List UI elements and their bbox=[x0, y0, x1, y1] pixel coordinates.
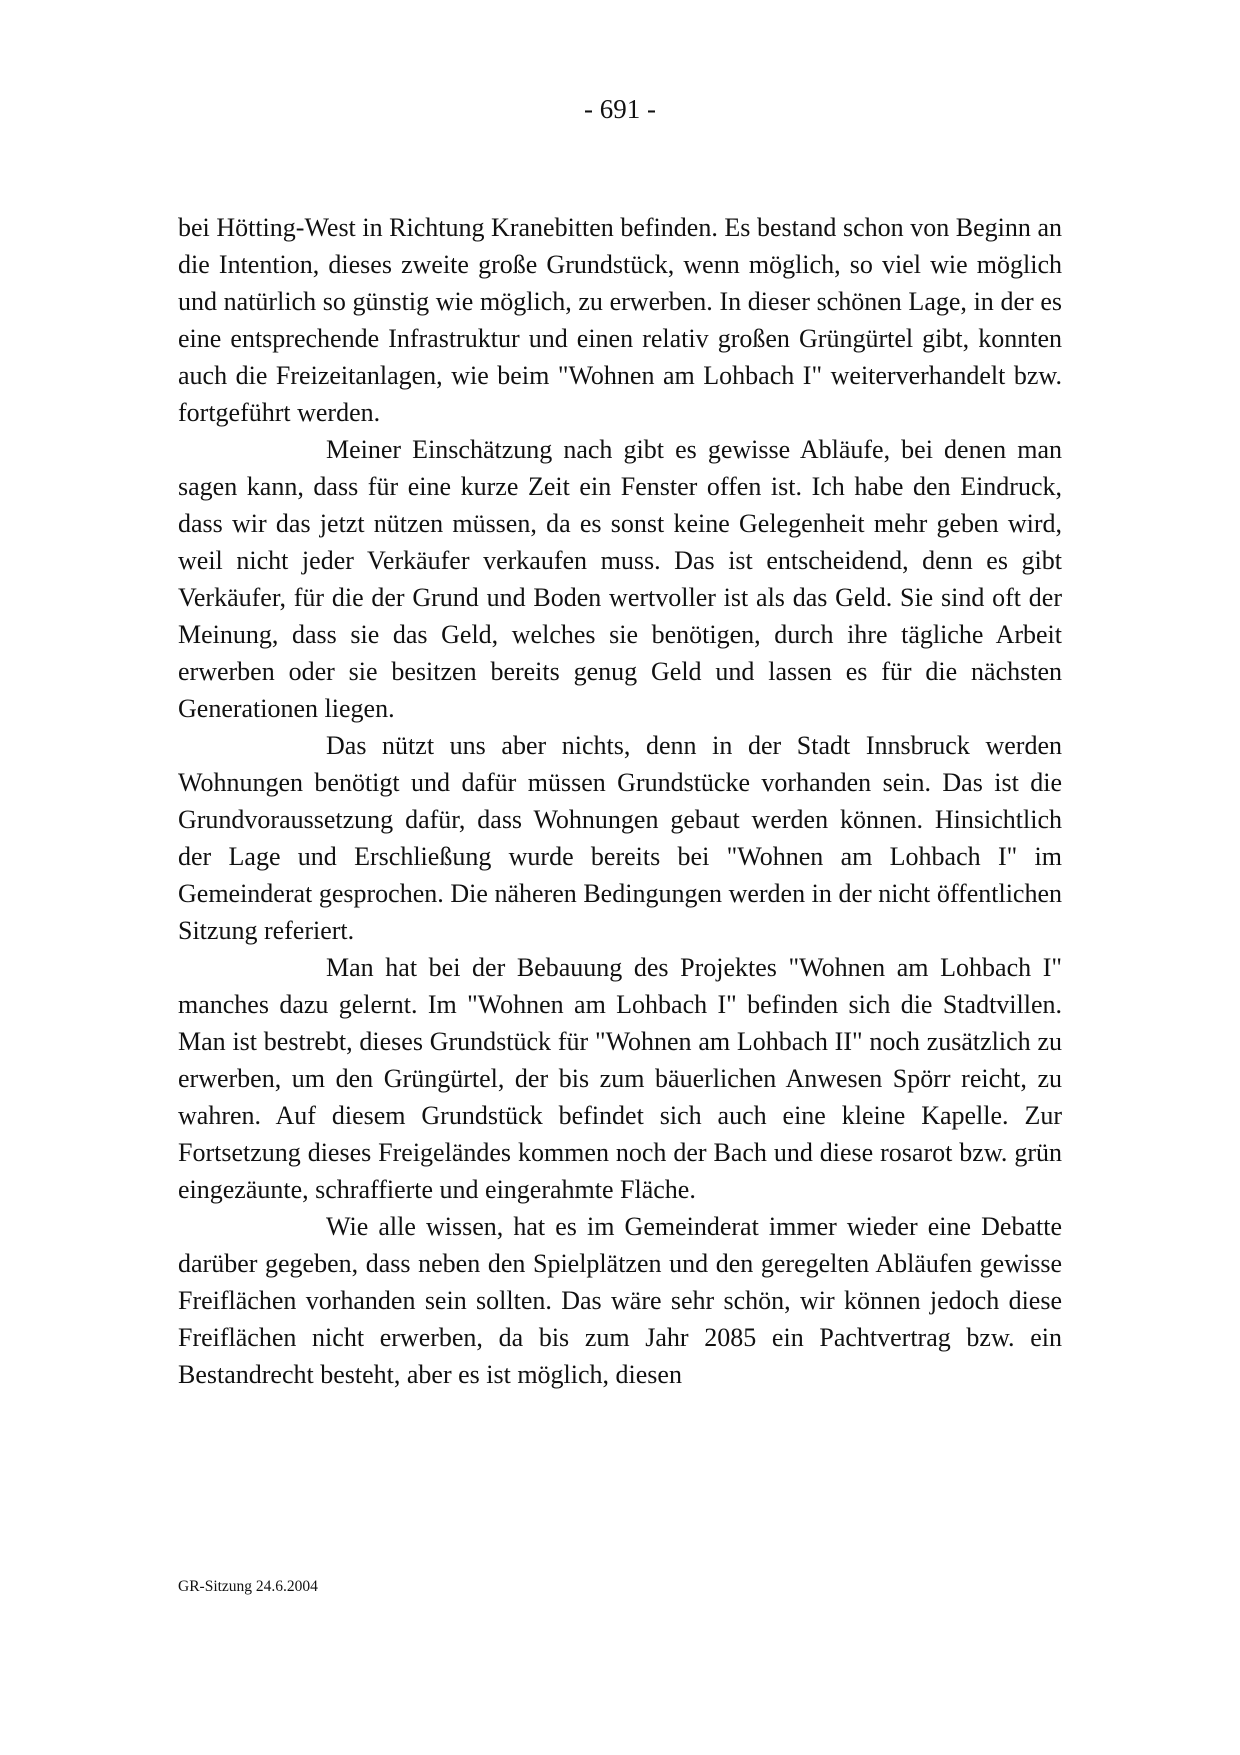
page-number: - 691 - bbox=[584, 94, 656, 124]
paragraph: Wie alle wissen, hat es im Gemeinderat immer wieder eine Debatte darüber gegeben, dass neben den Spielplätzen und den geregelten Abläufen gewisse Freiflächen vorhanden sein sollten. Das wäre sehr schön, wir können jedoch diese Freiflächen nicht erwerben, da bis zum Jahr 2085 ein Pachtvertrag bzw. ein Bestandrecht besteht, aber es ist möglich, diesen bbox=[178, 1212, 1062, 1389]
paragraph: Das nützt uns aber nichts, denn in der Stadt Innsbruck werden Wohnungen benötigt und dafür müssen Grundstücke vorhanden sein. Das ist die Grundvoraussetzung dafür, dass Wohnungen gebaut werden können. Hinsichtlich der Lage und Erschließung wurde bereits bei "Wohnen am Lohbach I" im Gemeinderat gesprochen. Die näheren Bedingungen werden in der nicht öffentlichen Sitzung referiert. bbox=[178, 731, 1062, 945]
footer-session-date: GR-Sitzung 24.6.2004 bbox=[178, 1578, 318, 1595]
paragraph-continuation: bei Hötting-West in Richtung Kranebitten befinden. Es bestand schon von Beginn an die Intention, dieses zweite große Grundstück, wenn möglich, so viel wie möglich und natürlich so günstig wie möglich, zu erwerben. In dieser schönen Lage, in der es eine entsprechende Infrastruktur und einen relativ großen Grüngürtel gibt, konnten auch die Freizeitanlagen, wie beim "Wohnen am Lohbach I" weiterverhandelt bzw. fortgeführt werden. bbox=[178, 213, 1062, 427]
document-body bbox=[178, 209, 1062, 1393]
paragraph: Man hat bei der Bebauung des Projektes "Wohnen am Lohbach I" manches dazu gelernt. Im "Wohnen am Lohbach I" befinden sich die Stadtvillen. Man ist bestrebt, dieses Grundstück für "Wohnen am Lohbach II" noch zusätzlich zu erwerben, um den Grüngürtel, der bis zum bäuerlichen Anwesen Spörr reicht, zu wahren. Auf diesem Grundstück befindet sich auch eine kleine Kapelle. Zur Fortsetzung dieses Freigeländes kommen noch der Bach und diese rosarot bzw. grün eingezäunte, schraffierte und eingerahmte Fläche. bbox=[178, 953, 1062, 1204]
paragraph: Meiner Einschätzung nach gibt es gewisse Abläufe, bei denen man sagen kann, dass für eine kurze Zeit ein Fenster offen ist. Ich habe den Eindruck, dass wir das jetzt nützen müssen, da es sonst keine Gelegenheit mehr geben wird, weil nicht jeder Verkäufer verkaufen muss. Das ist entscheidend, denn es gibt Verkäufer, für die der Grund und Boden wertvoller ist als das Geld. Sie sind oft der Meinung, dass sie das Geld, welches sie benötigen, durch ihre tägliche Arbeit erwerben oder sie besitzen bereits genug Geld und lassen es für die nächsten Generationen liegen. bbox=[178, 435, 1062, 723]
